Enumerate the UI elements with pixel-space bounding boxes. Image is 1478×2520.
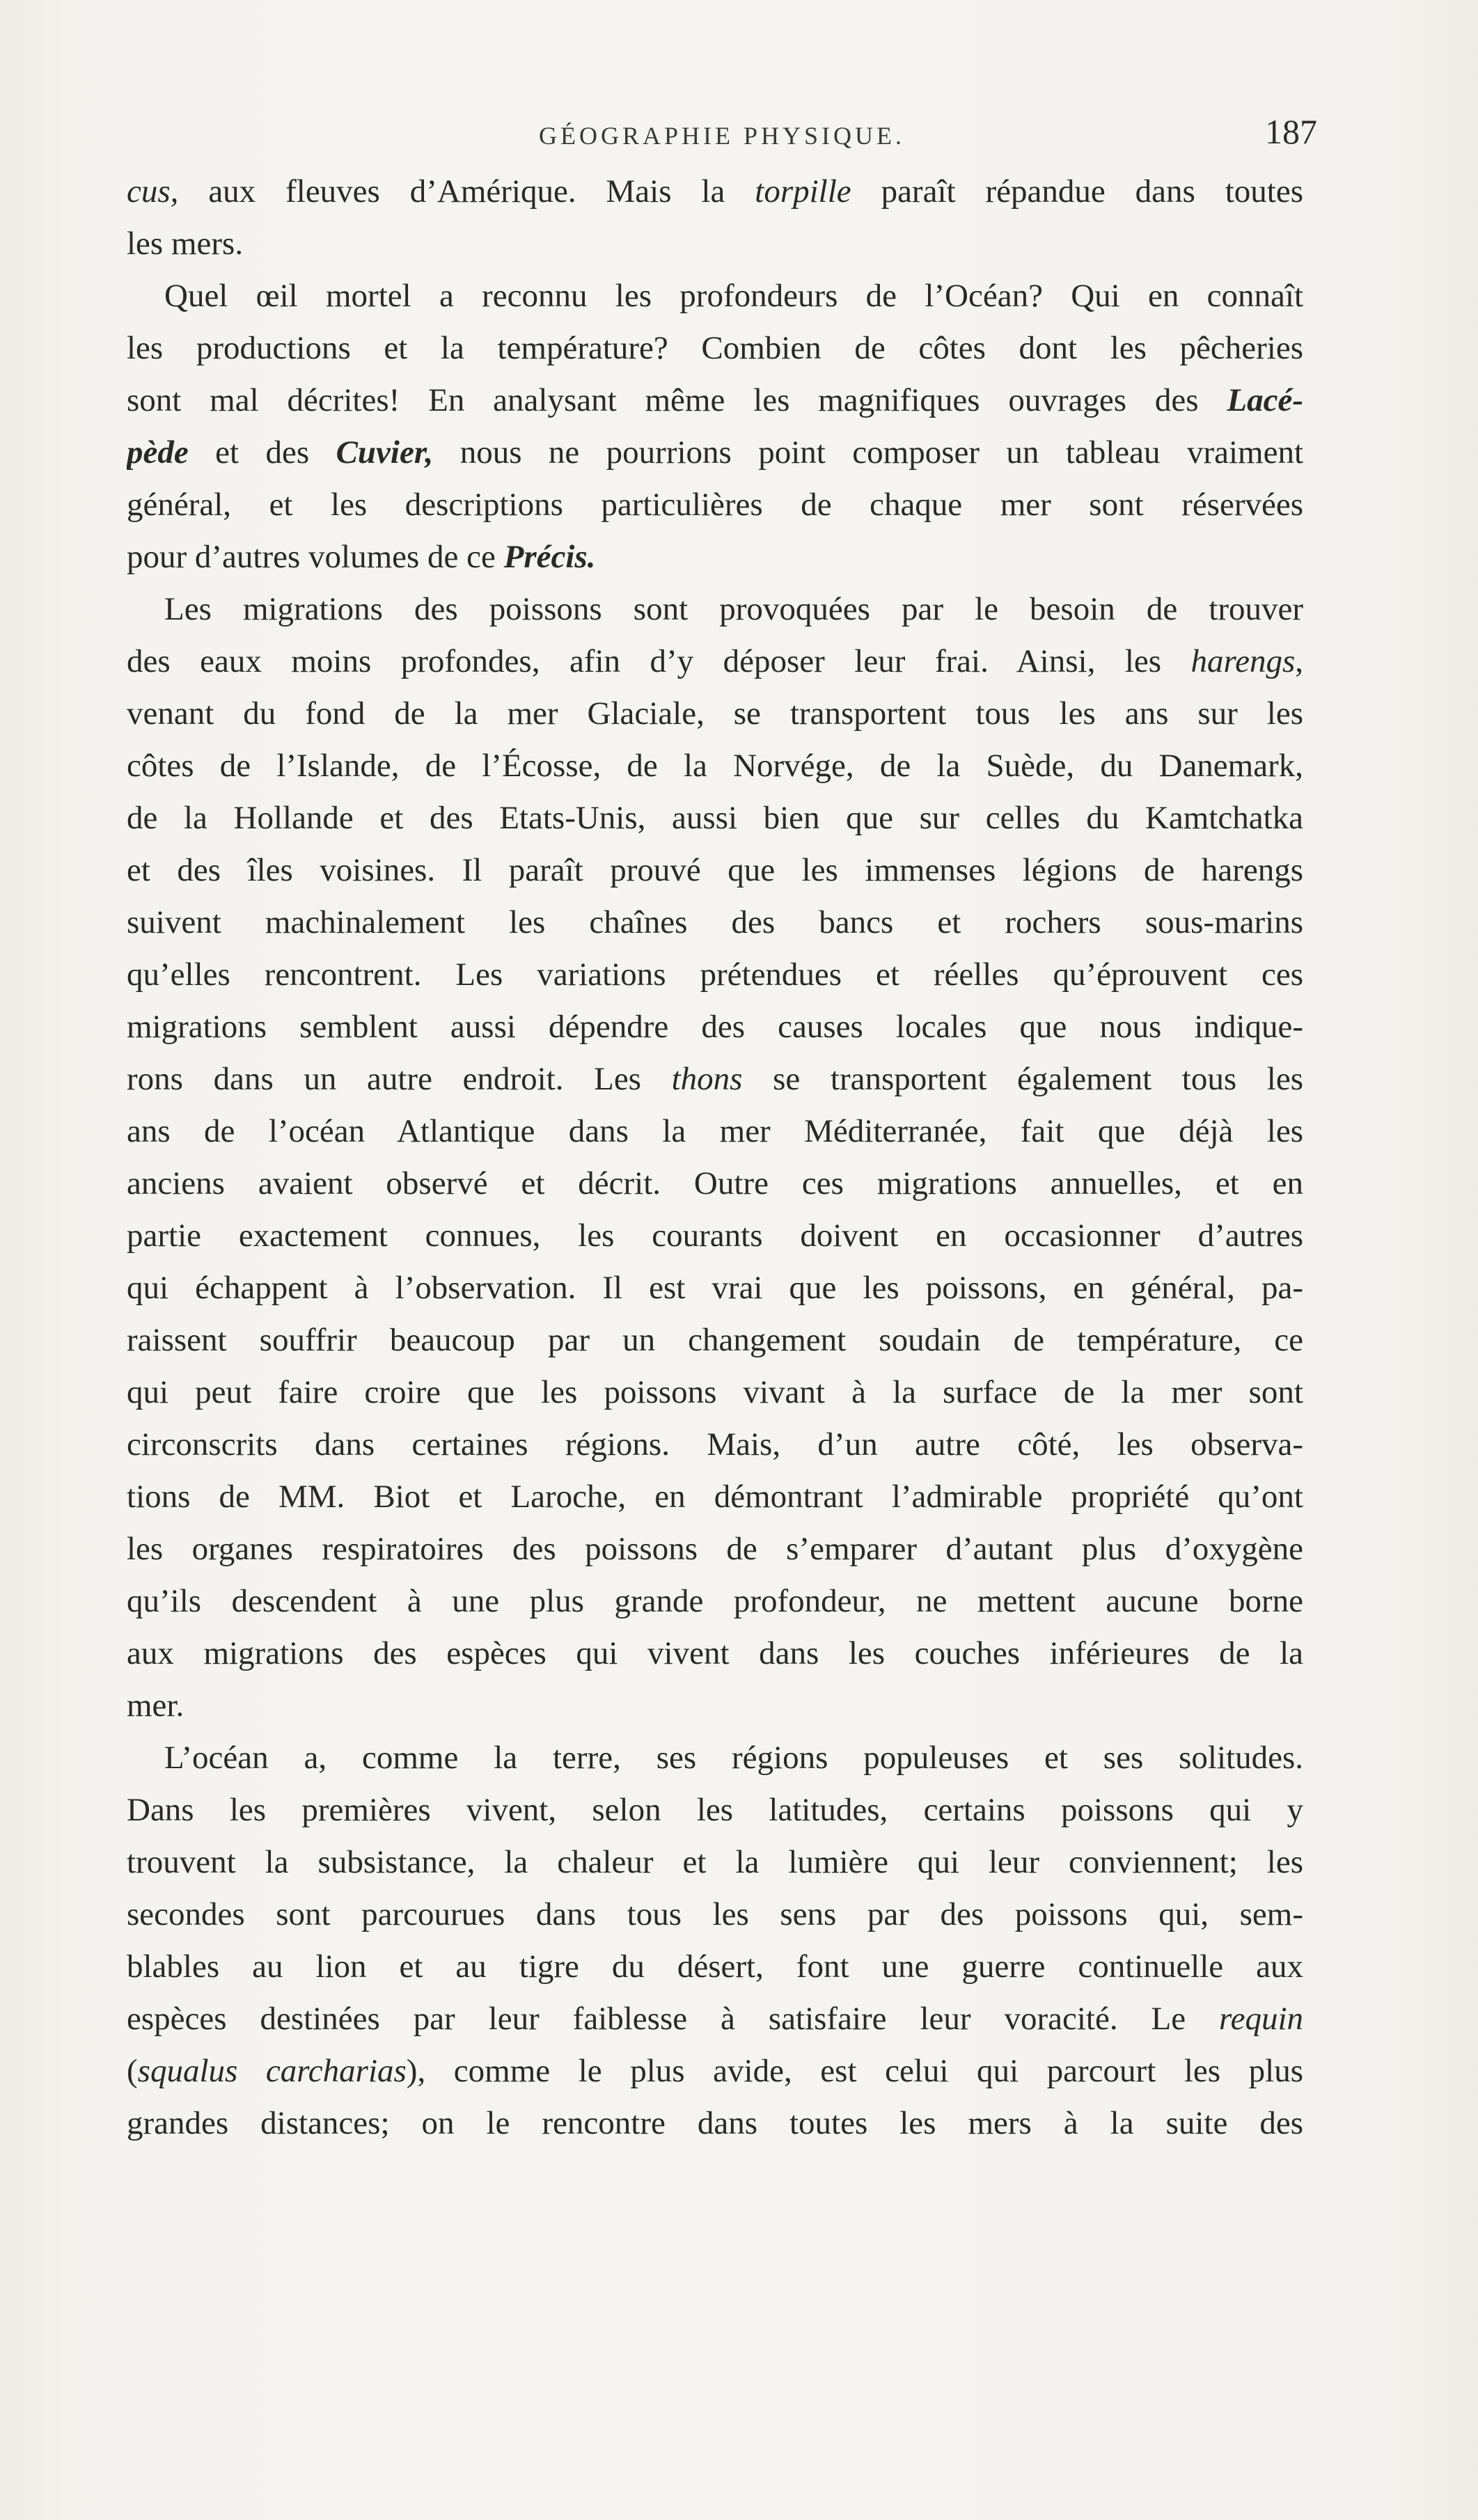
text-line — [127, 531, 1303, 583]
text-line — [127, 2045, 1303, 2097]
text-line — [127, 1053, 1303, 1105]
text-line: qu’ils descendent à une plus grande profondeur, ne mettent aucune borne — [127, 1583, 1303, 1619]
text-line — [127, 636, 1303, 688]
paragraph-start-line: L’océan a, comme la terre, ses régions populeuses et ses solitudes. — [164, 1740, 1303, 1776]
italic-word: cus, — [127, 173, 179, 210]
italic-word: thons — [671, 1061, 743, 1097]
text-line: secondes sont parcourues dans tous les sens par des poissons qui, sem- — [127, 1896, 1303, 1932]
line-segment: , — [1295, 643, 1303, 679]
line-segment: sont mal décrites! En analysant même les magnifiques ouvrages des — [127, 382, 1227, 418]
page-header — [127, 111, 1317, 160]
text-line: et des îles voisines. Il paraît prouvé que les immenses légions de harengs — [127, 852, 1303, 888]
line-segment: espèces destinées par leur faiblesse à satisfaire leur voracité. Le — [127, 2001, 1220, 2037]
line-segment: ), comme le plus avide, est celui qui parcourt les plus — [406, 2053, 1303, 2089]
text-line: côtes de l’Islande, de l’Écosse, de la Norvége, de la Suède, du Danemark, — [127, 748, 1303, 784]
text-line: les organes respiratoires des poissons de s’emparer d’autant plus d’oxygène — [127, 1531, 1303, 1567]
italic-word: torpille — [755, 173, 851, 210]
italic-word: requin — [1219, 2001, 1303, 2037]
text-line: qu’elles rencontrent. Les variations prétendues et réelles qu’éprouvent ces — [127, 956, 1303, 993]
italic-name: pède — [127, 434, 189, 471]
text-line: suivent machinalement les chaînes des bancs et rochers sous-marins — [127, 904, 1303, 940]
italic-name: Lacé- — [1227, 382, 1303, 418]
text-line — [127, 166, 1303, 218]
text-line: les productions et la température? Combien de côtes dont les pêcheries — [127, 330, 1303, 366]
running-title: GÉOGRAPHIE PHYSIQUE. — [538, 122, 905, 150]
line-segment: nous ne pourrions point composer un tableau vraiment — [433, 434, 1303, 471]
body-text — [127, 166, 1303, 2150]
line-segment: paraît répandue dans toutes — [851, 173, 1303, 210]
text-line: mer. — [127, 1687, 184, 1724]
line-segment: et des — [188, 434, 336, 471]
text-line — [127, 1993, 1303, 2045]
text-line: tions de MM. Biot et Laroche, en démontrant l’admirable propriété qu’ont — [127, 1479, 1303, 1515]
text-line: général, et les descriptions particulières de chaque mer sont réservées — [127, 487, 1303, 523]
text-line: circonscrits dans certaines régions. Mais, d’un autre côté, les observa- — [127, 1426, 1303, 1463]
line-segment: aux fleuves d’Amérique. Mais la — [178, 173, 755, 210]
italic-word: harengs — [1190, 643, 1296, 679]
italic-latin-name: squalus carcharias — [137, 2053, 407, 2089]
text-line: de la Hollande et des Etats-Unis, aussi bien que sur celles du Kamtchatka — [127, 800, 1303, 836]
line-segment: rons dans un autre endroit. Les — [127, 1061, 672, 1097]
paragraph-start-line: Quel œil mortel a reconnu les profondeurs de l’Océan? Qui en connaît — [164, 278, 1303, 314]
italic-name: Cuvier, — [336, 434, 434, 471]
text-line: ans de l’océan Atlantique dans la mer Méditerranée, fait que déjà les — [127, 1113, 1303, 1149]
text-line: trouvent la subsistance, la chaleur et la lumière qui leur conviennent; les — [127, 1844, 1303, 1880]
line-segment: pour d’autres volumes de ce — [127, 539, 504, 575]
page-number: 187 — [1265, 112, 1317, 151]
text-line: Dans les premières vivent, selon les latitudes, certains poissons qui y — [127, 1792, 1303, 1828]
line-segment: se transportent également tous les — [742, 1061, 1303, 1097]
text-line: migrations semblent aussi dépendre des causes locales que nous indique- — [127, 1009, 1303, 1045]
text-line: venant du fond de la mer Glaciale, se transportent tous les ans sur les — [127, 695, 1303, 732]
text-line: les mers. — [127, 226, 244, 262]
text-line: qui échappent à l’observation. Il est vrai que les poissons, en général, pa- — [127, 1270, 1303, 1306]
text-line: partie exactement connues, les courants doivent en occasionner d’autres — [127, 1218, 1303, 1254]
italic-title: Précis. — [503, 539, 596, 575]
text-line: raissent souffrir beaucoup par un changement soudain de température, ce — [127, 1322, 1303, 1358]
text-line: aux migrations des espèces qui vivent dans les couches inférieures de la — [127, 1635, 1303, 1671]
text-line: anciens avaient observé et décrit. Outre ces migrations annuelles, et en — [127, 1165, 1303, 1202]
text-line — [127, 375, 1303, 427]
text-line: qui peut faire croire que les poissons vivant à la surface de la mer sont — [127, 1374, 1303, 1410]
line-segment: ( — [127, 2053, 138, 2089]
text-line: grandes distances; on le rencontre dans toutes les mers à la suite des — [127, 2105, 1303, 2141]
paragraph-start-line: Les migrations des poissons sont provoquées par le besoin de trouver — [164, 591, 1303, 627]
line-segment: des eaux moins profondes, afin d’y déposer leur frai. Ainsi, les — [127, 643, 1191, 679]
text-line: blables au lion et au tigre du désert, font une guerre continuelle aux — [127, 1948, 1303, 1985]
text-line — [127, 427, 1303, 479]
